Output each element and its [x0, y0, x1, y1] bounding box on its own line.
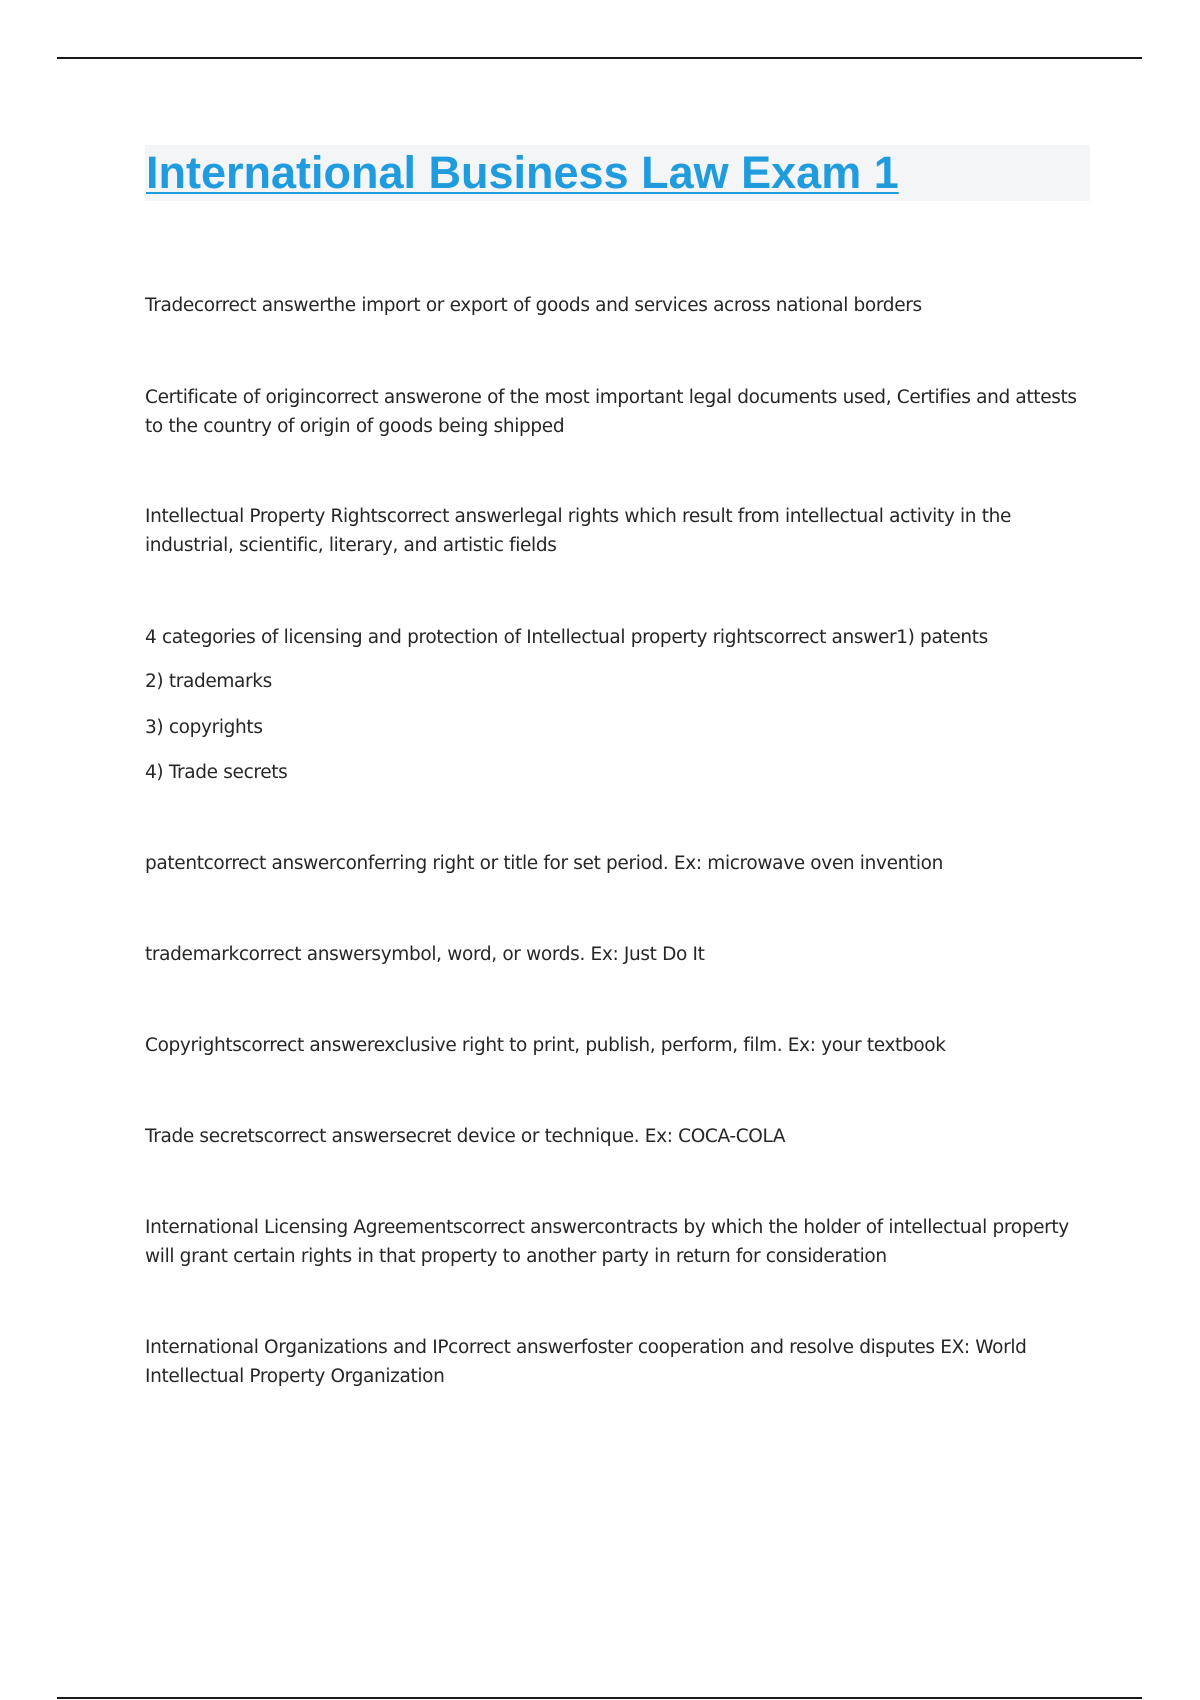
entry-line: 2) trademarks	[145, 671, 272, 692]
entry-line: Copyrightscorrect answerexclusive right to print, publish, perform, film. Ex: your textbook	[145, 1035, 946, 1056]
entry-trade-secrets	[145, 1122, 1090, 1151]
entry-ip-categories	[145, 623, 1090, 652]
entry-line: International Licensing Agreementscorrect answercontracts by which the holder of intellectual property	[145, 1217, 1069, 1238]
entry-trade	[145, 291, 1090, 320]
entry-line: Intellectual Property Rightscorrect answerlegal rights which result from intellectual activity in the	[145, 506, 1012, 527]
entry-line: 4) Trade secrets	[145, 762, 288, 783]
entry-line: patentcorrect answerconferring right or title for set period. Ex: microwave oven invention	[145, 853, 944, 874]
entry-international-organizations-ip	[145, 1333, 1090, 1391]
entry-line: International Organizations and IPcorrect answerfoster cooperation and resolve disputes EX: World	[145, 1337, 1027, 1358]
entry-line: Intellectual Property Organization	[145, 1366, 445, 1387]
entry-line: industrial, scientific, literary, and artistic fields	[145, 535, 557, 556]
document-title: International Business Law Exam 1	[146, 147, 899, 198]
list-item-trademarks	[145, 667, 1090, 696]
top-rule	[57, 57, 1142, 59]
entry-line: to the country of origin of goods being shipped	[145, 416, 565, 437]
entry-line: will grant certain rights in that property to another party in return for consideration	[145, 1246, 887, 1267]
entry-line: Certificate of origincorrect answerone of the most important legal documents used, Certifies and attests	[145, 387, 1077, 408]
entry-trademark	[145, 940, 1090, 969]
entry-line: 4 categories of licensing and protection of Intellectual property rightscorrect answer1) patents	[145, 627, 988, 648]
entry-line: 3) copyrights	[145, 717, 263, 738]
entry-patent	[145, 849, 1090, 878]
list-item-copyrights	[145, 713, 1090, 742]
bottom-rule	[57, 1697, 1142, 1699]
entry-certificate-of-origin	[145, 383, 1090, 441]
list-item-trade-secrets	[145, 758, 1090, 787]
entry-international-licensing-agreements	[145, 1213, 1090, 1271]
entry-line: Tradecorrect answerthe import or export of goods and services across national borders	[145, 295, 922, 316]
entry-line: Trade secretscorrect answersecret device or technique. Ex: COCA-COLA	[145, 1126, 786, 1147]
entry-copyrights	[145, 1031, 1090, 1060]
entry-intellectual-property-rights	[145, 502, 1090, 560]
entry-line: trademarkcorrect answersymbol, word, or words. Ex: Just Do It	[145, 944, 705, 965]
